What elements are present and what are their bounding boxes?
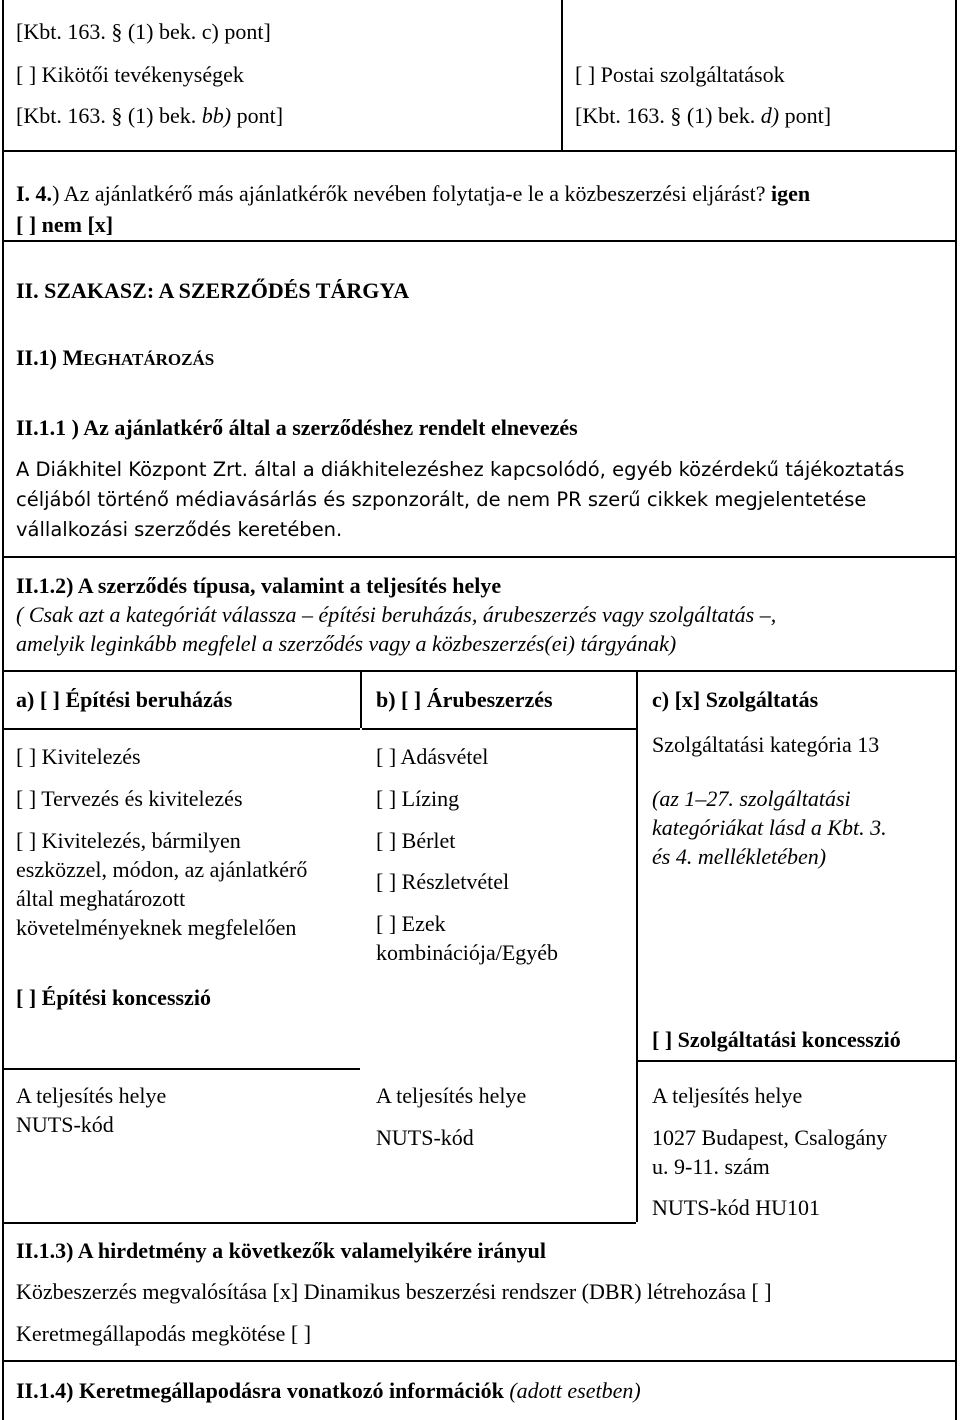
col-a-kivitelezes[interactable]: [ ] Kivitelezés xyxy=(16,744,141,769)
ii12-note-line1: ( Csak azt a kategóriát válassza – építési beruházás, árubeszerzés vagy szolgáltatás –, xyxy=(16,602,777,627)
postai-checkbox-label[interactable]: [ ] Postai szolgáltatások xyxy=(575,62,785,87)
frame-right xyxy=(955,0,957,1420)
ii12-heading: II.1.2) A szerződés típusa, valamint a teljesítés helye xyxy=(16,573,502,598)
col-c-nuts: NUTS-kód HU101 xyxy=(652,1195,821,1220)
col-c-note-line2: kategóriákat lásd a Kbt. 3. xyxy=(652,815,887,840)
top-ref-d: [Kbt. 163. § (1) bek. d) pont] xyxy=(575,103,832,128)
col-b-lizing[interactable]: [ ] Lízing xyxy=(376,786,460,811)
col-c-header[interactable]: c) [x] Szolgáltatás xyxy=(652,687,819,712)
col-c-place-label: A teljesítés helye xyxy=(652,1083,803,1108)
col-b-combo-line2: kombinációja/Egyéb xyxy=(376,940,559,965)
kikotoi-checkbox-label[interactable]: [ ] Kikötői tevékenységek xyxy=(16,62,244,87)
divider-after-ii12 xyxy=(2,670,957,672)
top-ref-c: [Kbt. 163. § (1) bek. c) pont] xyxy=(16,19,271,44)
ii11-line2: céljából történő médiavásárlás és szponzorált, de nem PR szerű cikkek megjelentetése xyxy=(16,488,867,511)
header-row-underline-a xyxy=(2,728,360,730)
col-a-nuts-label: NUTS-kód xyxy=(16,1112,114,1137)
ii11-heading: II.1.1 ) Az ajánlatkérő által a szerződéshez rendelt elnevezés xyxy=(16,415,578,440)
col-b-combo-line1[interactable]: [ ] Ezek xyxy=(376,911,446,936)
col-c-category: Szolgáltatási kategória 13 xyxy=(652,732,880,757)
header-row-underline-b xyxy=(362,728,636,730)
ii13-heading: II.1.3) A hirdetmény a következők valamelyikére irányul xyxy=(16,1238,547,1263)
i4-question: I. 4.) Az ajánlatkérő más ajánlatkérők nevében folytatja-e le a közbeszerzési eljárást? igen xyxy=(16,181,811,206)
divider-after-top xyxy=(2,150,957,152)
col-a-header[interactable]: a) [ ] Építési beruházás xyxy=(16,687,233,712)
ii11-line1: A Diákhitel Központ Zrt. által a diákhitelezéshez kapcsolódó, egyéb közérdekű tájékoztatás xyxy=(16,458,905,481)
col-c-address-line2: u. 9-11. szám xyxy=(652,1154,770,1179)
col-c-note-line3: és 4. mellékletében) xyxy=(652,844,827,869)
col-b-place-label: A teljesítés helye xyxy=(376,1083,527,1108)
section-title: II. SZAKASZ: A SZERZŐDÉS TÁRGYA xyxy=(16,278,410,303)
col-b-nuts-label: NUTS-kód xyxy=(376,1125,474,1150)
col-divider-ab-header xyxy=(360,672,362,728)
top-ref-bb: [Kbt. 163. § (1) bek. bb) pont] xyxy=(16,103,284,128)
col-c-koncesszio[interactable]: [ ] Szolgáltatási koncesszió xyxy=(652,1027,901,1052)
col-a-koncesszio[interactable]: [ ] Építési koncesszió xyxy=(16,985,211,1010)
col-divider-bc xyxy=(636,672,638,1222)
ii13-line1[interactable]: Közbeszerzés megvalósítása [x] Dinamikus beszerzési rendszer (DBR) létrehozása [ ] xyxy=(16,1279,772,1304)
divider-after-ii13 xyxy=(2,1360,957,1362)
col-b-header[interactable]: b) [ ] Árubeszerzés xyxy=(376,687,553,712)
ii14-heading: II.1.4) Keretmegállapodásra vonatkozó információk (adott esetben) xyxy=(16,1378,641,1403)
col-a-long-item-line1[interactable]: [ ] Kivitelezés, bármilyen xyxy=(16,828,241,853)
divider-after-i4 xyxy=(2,240,957,242)
col-a-long-item-line2: eszközzel, módon, az ajánlatkérő xyxy=(16,857,308,882)
ii12-note-line2: amelyik leginkább megfelel a szerződés vagy a közbeszerzés(ei) tárgyának) xyxy=(16,631,677,656)
col-b-adasvetel[interactable]: [ ] Adásvétel xyxy=(376,744,489,769)
i4-answer[interactable]: [ ] nem [x] xyxy=(16,212,114,237)
col-b-berlet[interactable]: [ ] Bérlet xyxy=(376,828,456,853)
col-a-long-item-line4: követelményeknek megfelelően xyxy=(16,915,297,940)
col-a-long-item-line3: által meghatározott xyxy=(16,886,186,911)
meghatarozas-heading: II.1) MEGHATÁROZÁS xyxy=(16,345,215,370)
col-c-address-line1: 1027 Budapest, Csalogány xyxy=(652,1125,888,1150)
ii13-line2[interactable]: Keretmegállapodás megkötése [ ] xyxy=(16,1321,312,1346)
frame-left xyxy=(2,0,4,1420)
divider-before-place-a xyxy=(2,1068,360,1070)
col-b-reszletvetel[interactable]: [ ] Részletvétel xyxy=(376,869,510,894)
col-a-tervezes[interactable]: [ ] Tervezés és kivitelezés xyxy=(16,786,243,811)
col-c-note-line1: (az 1–27. szolgáltatási xyxy=(652,786,851,811)
divider-before-place-c xyxy=(638,1060,955,1062)
divider-after-places xyxy=(2,1222,636,1224)
col-a-place-label: A teljesítés helye xyxy=(16,1083,167,1108)
ii11-line3: vállalkozási szerződés keretében. xyxy=(16,518,343,541)
top-column-divider xyxy=(561,0,563,150)
divider-after-ii11 xyxy=(2,556,957,558)
